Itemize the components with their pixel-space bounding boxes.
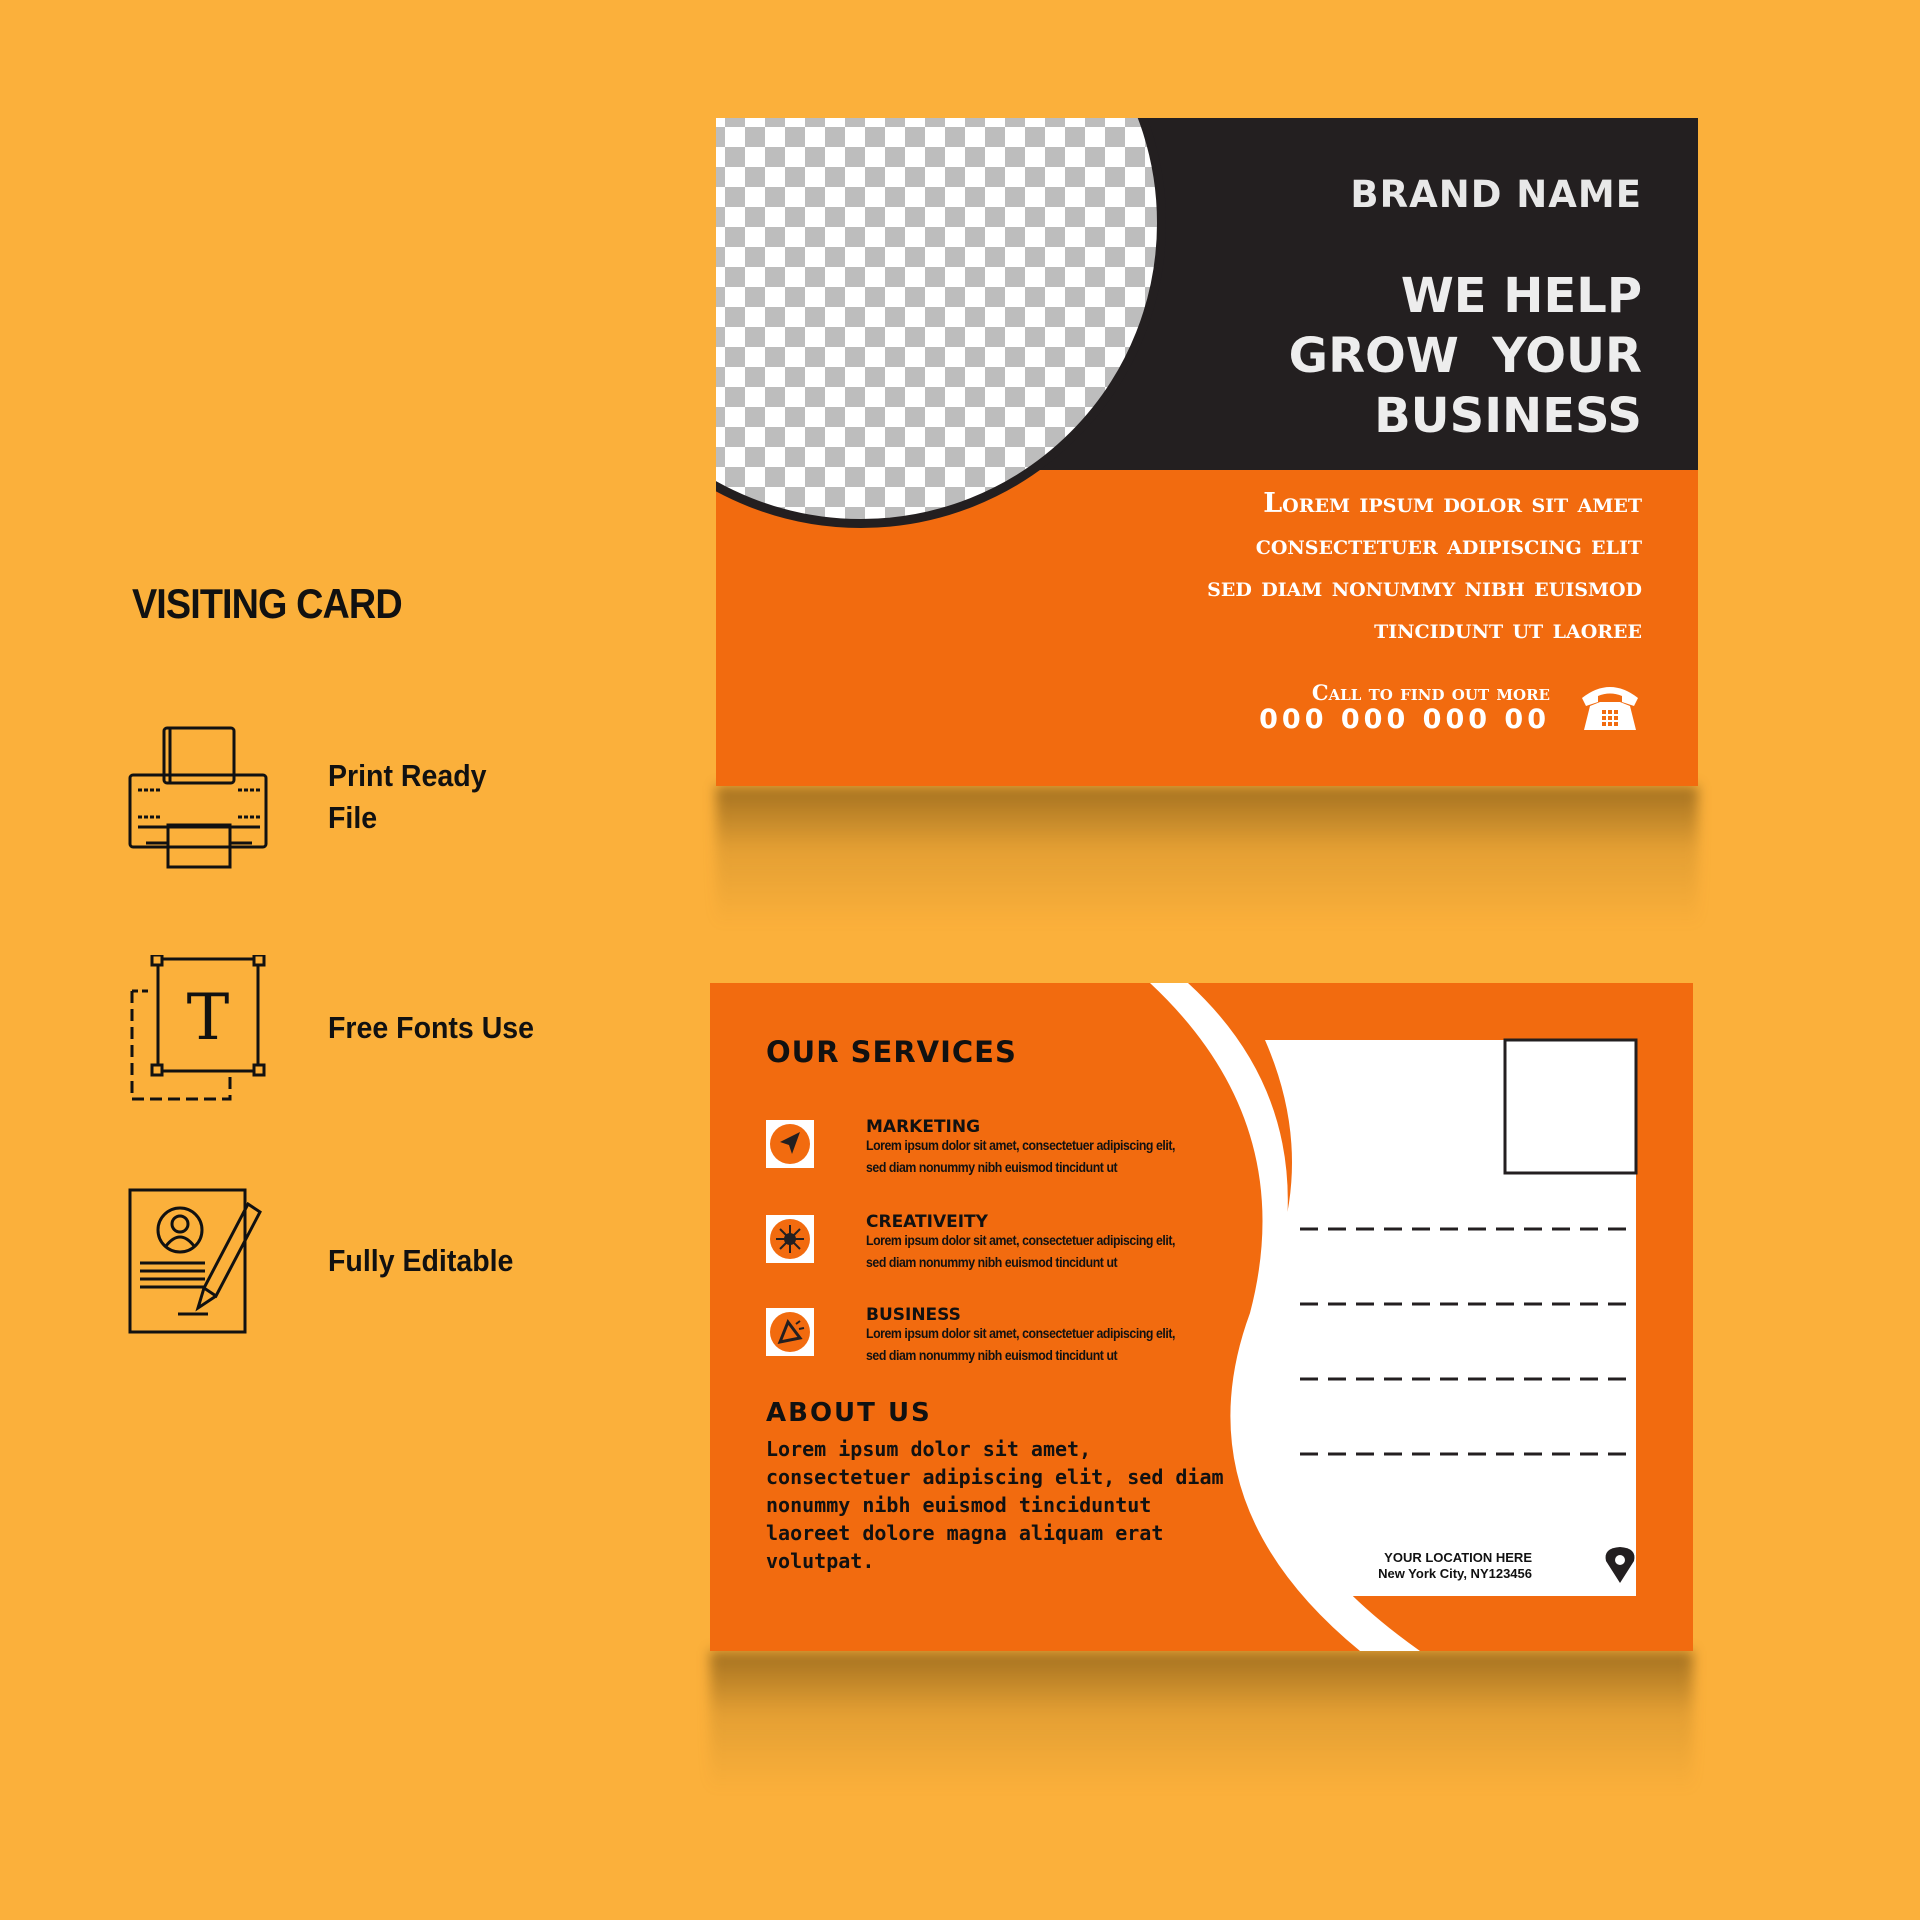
back-card-shadow xyxy=(710,1651,1693,1791)
feature-line: File xyxy=(328,800,378,835)
brand-name: BRAND NAME xyxy=(1350,173,1642,216)
call-to-action xyxy=(1259,681,1550,735)
back-card xyxy=(710,983,1693,1651)
feature-label-print-ready xyxy=(328,755,486,839)
visiting-card-title: VISITING CARD xyxy=(132,580,402,627)
feature-line: Free Fonts Use xyxy=(328,1010,535,1045)
service-desc: sed diam nonummy nibh euismod tincidunt ut xyxy=(866,1254,1118,1270)
headline-line: GROW YOUR xyxy=(1288,328,1642,384)
service-desc: sed diam nonummy nibh euismod tincidunt ut xyxy=(866,1347,1118,1363)
svg-text:T: T xyxy=(186,981,230,1055)
about-title: ABOUT US xyxy=(766,1398,932,1428)
printer-icon xyxy=(128,725,270,875)
body-line: tincidunt ut laoree xyxy=(1374,614,1642,645)
front-card-shadow xyxy=(716,786,1698,926)
megaphone-icon xyxy=(766,1308,814,1356)
editable-document-icon xyxy=(128,1188,268,1338)
body-line: sed diam nonummy nibh euismod xyxy=(1207,572,1642,603)
location-pin-icon xyxy=(1603,1545,1637,1589)
service-desc: Lorem ipsum dolor sit amet, consectetuer adipiscing elit, xyxy=(866,1325,1176,1341)
service-name: MARKETING xyxy=(866,1117,981,1137)
feature-line: Print Ready xyxy=(328,758,487,793)
text-font-icon xyxy=(130,955,268,1107)
location-title: YOUR LOCATION HERE xyxy=(1384,1550,1532,1565)
headline xyxy=(1289,266,1642,446)
feature-label-fully-editable xyxy=(328,1240,513,1282)
service-text xyxy=(866,1212,1226,1273)
front-body-text xyxy=(1207,483,1642,651)
body-line: Lorem ipsum dolor sit amet xyxy=(1263,488,1642,519)
feature-label-free-fonts xyxy=(328,1007,534,1049)
service-desc: Lorem ipsum dolor sit amet, consectetuer adipiscing elit, xyxy=(866,1137,1176,1153)
service-text xyxy=(866,1117,1226,1178)
cta-text: Call to find out more xyxy=(1311,680,1550,705)
service-text xyxy=(866,1305,1226,1366)
cursor-arrow-icon xyxy=(766,1120,814,1168)
location-block xyxy=(1372,1550,1532,1582)
front-card xyxy=(716,118,1698,786)
service-name: BUSINESS xyxy=(866,1305,961,1325)
about-body: Lorem ipsum dolor sit amet, consectetuer adipiscing elit, sed diam nonummy nibh euismod tinciduntut laoreet dolore magna aliquam erat volutpat. xyxy=(766,1437,1224,1573)
headline-line: BUSINESS xyxy=(1374,388,1642,444)
service-desc: sed diam nonummy nibh euismod tincidunt ut xyxy=(866,1159,1118,1175)
body-line: consectetuer adipiscing elit xyxy=(1255,530,1642,561)
telephone-icon xyxy=(1578,680,1642,736)
feature-line: Fully Editable xyxy=(328,1243,514,1278)
location-city: New York City, NY123456 xyxy=(1378,1566,1532,1581)
headline-line: WE HELP xyxy=(1400,268,1642,324)
phone-number: 000 000 000 00 xyxy=(1259,704,1550,735)
services-title: OUR SERVICES xyxy=(766,1035,1017,1069)
service-name: CREATIVEITY xyxy=(866,1212,988,1232)
service-desc: Lorem ipsum dolor sit amet, consectetuer adipiscing elit, xyxy=(866,1232,1176,1248)
sparkle-icon xyxy=(766,1215,814,1263)
